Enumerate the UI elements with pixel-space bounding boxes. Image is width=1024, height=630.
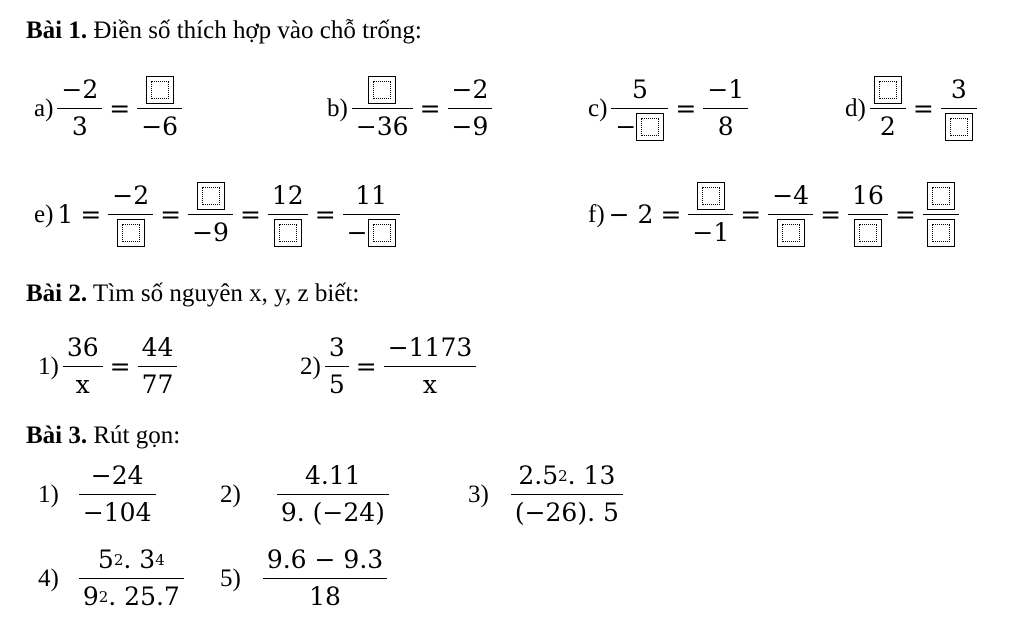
numerator (364, 72, 400, 108)
bai1-title (26, 17, 422, 45)
bai1-item-e (34, 178, 400, 251)
denominator: (−26). 5 (514, 498, 619, 527)
fraction (703, 72, 748, 145)
denominator (113, 215, 149, 251)
equals-sign: = (109, 94, 131, 123)
fraction (848, 178, 888, 251)
equals-sign: = (820, 200, 842, 229)
item-label: 2) (220, 480, 241, 508)
numerator-base: 2.5 (518, 461, 559, 490)
denominator (850, 215, 886, 251)
bai1-item-a (34, 72, 182, 145)
numerator: −2 (61, 75, 99, 104)
equals-sign: = (355, 352, 377, 381)
item-label: e) (34, 200, 54, 228)
numerator: 2.5 2 . 13 (514, 458, 619, 494)
equals-sign: = (894, 200, 916, 229)
fraction (108, 178, 153, 251)
blank-box[interactable] (368, 219, 396, 247)
bai3-title-bold: Bài 3. (26, 422, 88, 449)
blank-box[interactable] (854, 219, 882, 247)
bai2-title (26, 280, 359, 308)
denominator (270, 215, 306, 251)
fraction (263, 542, 387, 615)
denominator (941, 109, 977, 145)
equals-sign: = (912, 94, 934, 123)
fraction (57, 72, 102, 145)
numerator: −24 (90, 461, 144, 490)
minus-sign: − (615, 112, 637, 141)
numerator: 5 (631, 75, 648, 104)
fraction (688, 178, 733, 251)
bai2-item-2 (300, 330, 476, 403)
item-label: 1) (38, 480, 59, 508)
fraction (63, 330, 103, 403)
blank-box[interactable] (777, 219, 805, 247)
fraction (870, 72, 906, 145)
denominator (773, 215, 809, 251)
leading-value: 1 (57, 200, 74, 229)
fraction (188, 178, 233, 251)
numerator: 36 (66, 333, 99, 362)
item-label: 3) (468, 480, 489, 508)
numerator (142, 72, 178, 108)
numerator: 9.6 − 9.3 (266, 545, 384, 574)
numerator: −2 (112, 181, 150, 210)
fraction (448, 72, 493, 145)
denominator: 8 (717, 112, 734, 141)
numerator (870, 72, 906, 108)
bai3-item-1 (38, 458, 156, 531)
numerator-rest: . 3 (123, 545, 156, 574)
blank-box[interactable] (636, 113, 664, 141)
equals-sign: = (660, 200, 682, 229)
fraction (768, 178, 813, 251)
fraction (352, 72, 413, 145)
equals-sign: = (740, 200, 762, 229)
minus-sign: − (346, 218, 368, 247)
equals-sign: = (675, 94, 697, 123)
denominator: 9 2 . 25.7 (79, 579, 184, 615)
denominator: 3 (71, 112, 88, 141)
bai1-item-b (327, 72, 492, 145)
blank-box[interactable] (927, 219, 955, 247)
fraction (79, 542, 184, 615)
blank-box[interactable] (927, 182, 955, 210)
denominator: 77 (141, 370, 174, 399)
denominator: −9 (451, 112, 489, 141)
numerator: −4 (772, 181, 810, 210)
numerator: −1173 (387, 333, 473, 362)
leading-value: − 2 (608, 200, 654, 229)
numerator: 12 (271, 181, 304, 210)
bai1-title-bold: Bài 1. (26, 17, 88, 44)
denominator: −36 (355, 112, 409, 141)
blank-box[interactable] (117, 219, 145, 247)
denominator: 9. (−24) (280, 498, 385, 527)
blank-box[interactable] (697, 182, 725, 210)
bai3-item-3 (468, 458, 623, 531)
bai3-title (26, 422, 180, 450)
blank-box[interactable] (146, 76, 174, 104)
item-label: 1) (38, 352, 59, 380)
bai3-title-text: Rút gọn: (87, 422, 181, 449)
numerator: 44 (141, 333, 174, 362)
numerator: 3 (950, 75, 967, 104)
bai3-item-2 (220, 458, 389, 531)
denominator: x (422, 370, 438, 399)
denominator-rest: . 25.7 (108, 582, 180, 611)
fraction (79, 458, 156, 531)
fraction (268, 178, 308, 251)
denominator: x (75, 370, 90, 399)
item-label: 5) (220, 564, 241, 592)
numerator-base: 5 (97, 545, 114, 574)
fraction (923, 178, 959, 251)
denominator (923, 215, 959, 251)
equals-sign: = (419, 94, 441, 123)
blank-box[interactable] (874, 76, 902, 104)
fraction (138, 330, 178, 403)
equals-sign: = (80, 200, 102, 229)
denominator: 2 (879, 112, 896, 141)
bai1-title-text: Điền số thích hợp vào chỗ trống: (87, 17, 422, 44)
item-label: 2) (300, 352, 321, 380)
bai1-item-c (588, 72, 748, 145)
denominator: 5 (328, 370, 345, 399)
fraction (941, 72, 977, 145)
numerator: 3 (328, 333, 345, 362)
blank-box[interactable] (274, 219, 302, 247)
denominator: −9 (192, 218, 229, 247)
numerator: 4.11 (305, 461, 361, 490)
item-label: f) (588, 200, 605, 228)
denominator (611, 109, 668, 145)
denominator: −1 (692, 218, 730, 247)
numerator: −1 (707, 75, 745, 104)
blank-box[interactable] (197, 182, 225, 210)
blank-box[interactable] (368, 76, 396, 104)
equals-sign: = (314, 200, 336, 229)
denominator: −6 (141, 112, 179, 141)
bai2-title-bold: Bài 2. (26, 280, 88, 307)
bai2-item-1 (38, 330, 177, 403)
item-label: d) (845, 94, 866, 122)
fraction (611, 72, 668, 145)
item-label: c) (588, 94, 608, 122)
bai3-item-4 (38, 542, 184, 615)
bai1-item-f (588, 178, 959, 251)
numerator: 11 (355, 181, 388, 210)
fraction (277, 458, 389, 531)
numerator: 5 2 . 3 4 (94, 542, 169, 578)
equals-sign: = (239, 200, 261, 229)
fraction (384, 330, 477, 403)
numerator (193, 178, 229, 214)
equals-sign: = (160, 200, 182, 229)
bai1-item-d (845, 72, 977, 145)
item-label: a) (34, 94, 54, 122)
item-label: 4) (38, 564, 59, 592)
equals-sign: = (109, 352, 131, 381)
fraction (343, 178, 400, 251)
denominator: 18 (309, 582, 341, 611)
numerator-rest: . 13 (567, 461, 616, 490)
blank-box[interactable] (945, 113, 973, 141)
fraction (137, 72, 182, 145)
item-label: b) (327, 94, 348, 122)
denominator-base: 9 (82, 582, 99, 611)
numerator: 16 (852, 181, 884, 210)
denominator (343, 215, 400, 251)
fraction (511, 458, 623, 531)
denominator: −104 (82, 498, 152, 527)
numerator: −2 (451, 75, 489, 104)
bai3-item-5 (220, 542, 387, 615)
bai2-title-text: Tìm số nguyên x, y, z biết: (87, 280, 360, 307)
fraction (325, 330, 349, 403)
numerator (693, 178, 729, 214)
numerator (923, 178, 959, 214)
